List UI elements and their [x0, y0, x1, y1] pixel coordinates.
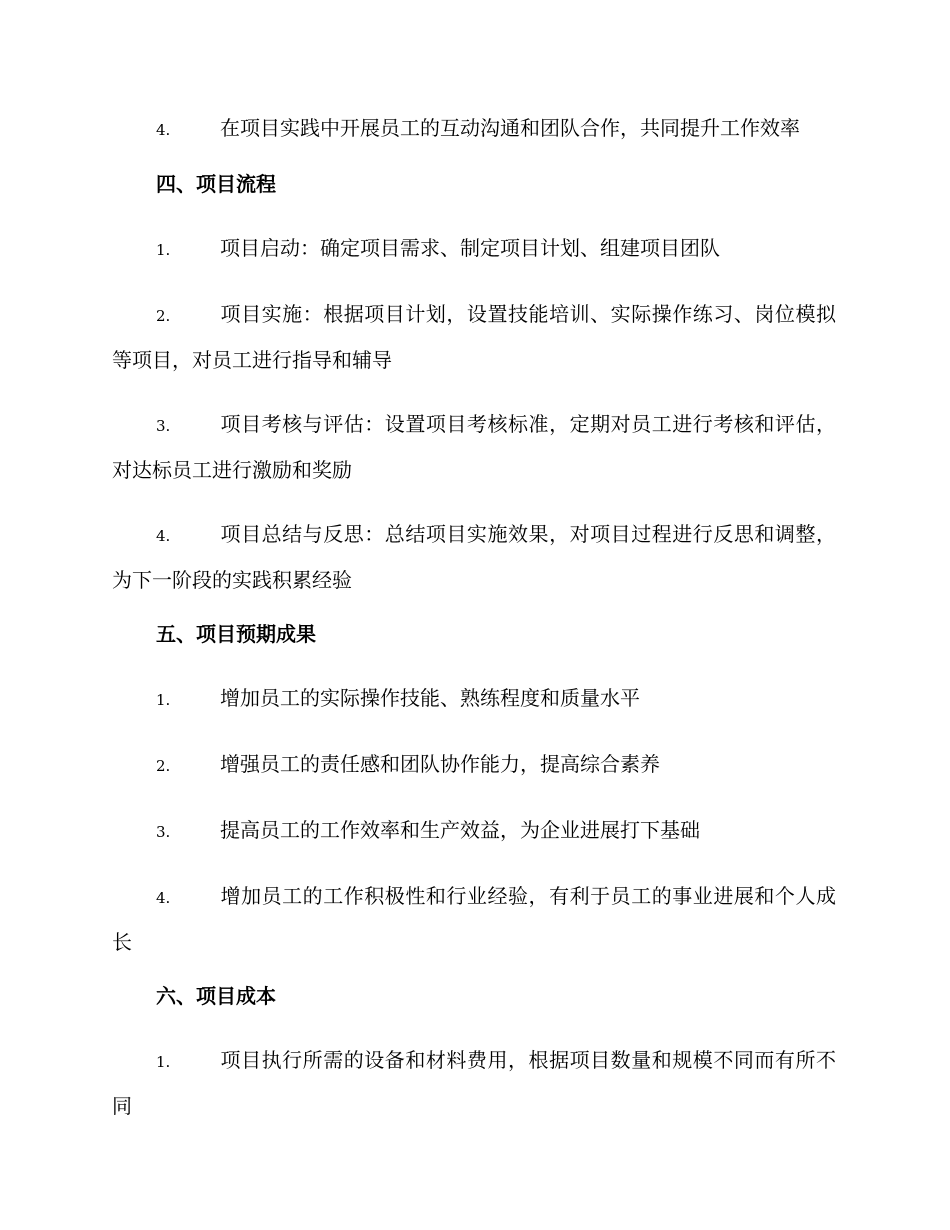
list-number: 1.: [156, 241, 171, 259]
list-text: 增强员工的责任感和团队协作能力，提高综合素养: [220, 752, 660, 776]
list-text: 在项目实践中开展员工的互动沟通和团队合作，共同提升工作效率: [220, 116, 800, 140]
list-item: [112, 676, 836, 722]
list-item: [112, 402, 836, 492]
list-text: 提高员工的工作效率和生产效益，为企业进展打下基础: [220, 818, 700, 842]
section-heading-6: 六、项目成本: [156, 984, 276, 1008]
list-text: 增加员工的实际操作技能、熟练程度和质量水平: [220, 686, 640, 710]
list-number: 1.: [156, 691, 171, 709]
section-heading-4: 四、项目流程: [156, 172, 276, 196]
list-number: 3.: [156, 417, 171, 435]
list-number: 4.: [156, 121, 171, 139]
list-item: [112, 742, 836, 788]
list-item: [112, 226, 836, 272]
list-item: [112, 512, 836, 602]
list-text: 项目总结与反思：总结项目实施效果，对项目过程进行反思和调整，为下一阶段的实践积累经验: [112, 522, 836, 592]
list-number: 2.: [156, 307, 171, 325]
list-text: 项目启动：确定项目需求、制定项目计划、组建项目团队: [220, 236, 720, 260]
list-number: 1.: [156, 1053, 171, 1071]
list-number: 4.: [156, 889, 171, 907]
list-text: 项目执行所需的设备和材料费用，根据项目数量和规模不同而有所不同: [112, 1048, 836, 1118]
list-item: [112, 106, 836, 152]
list-item: [112, 808, 836, 854]
document-page: [112, 106, 836, 1138]
list-item: [112, 874, 836, 964]
list-number: 4.: [156, 527, 171, 545]
list-number: 3.: [156, 823, 171, 841]
list-text: 增加员工的工作积极性和行业经验，有利于员工的事业进展和个人成长: [112, 884, 836, 954]
list-text: 项目实施：根据项目计划，设置技能培训、实际操作练习、岗位模拟等项目，对员工进行指导和辅导: [112, 302, 836, 372]
list-item: [112, 1038, 836, 1128]
section-heading-5: 五、项目预期成果: [156, 622, 316, 646]
list-item: [112, 292, 836, 382]
list-text: 项目考核与评估：设置项目考核标准，定期对员工进行考核和评估，对达标员工进行激励和奖励: [112, 412, 836, 482]
list-number: 2.: [156, 757, 171, 775]
